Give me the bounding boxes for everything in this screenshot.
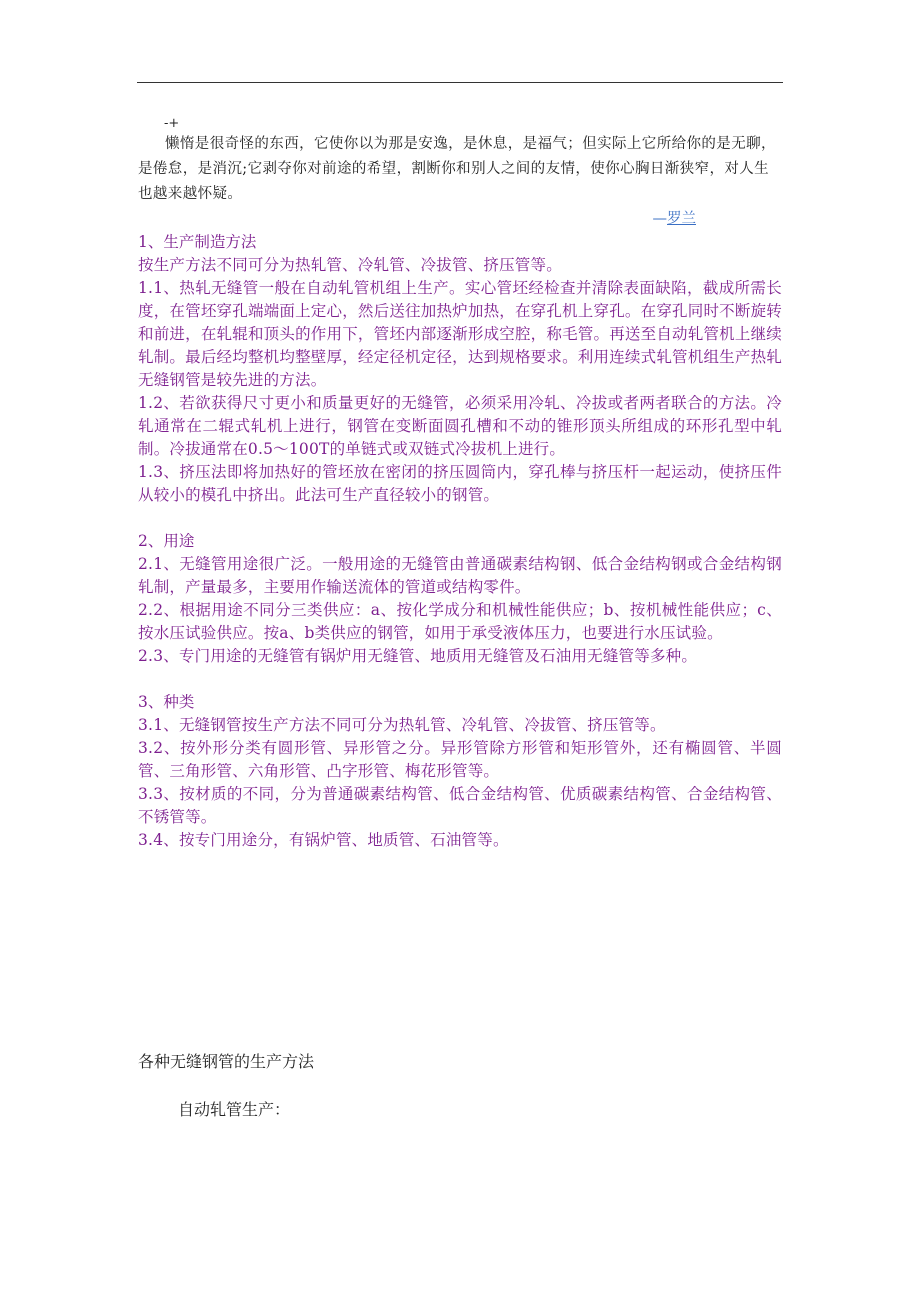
section-paragraph: 3.2、按外形分类有圆形管、异形管之分。异形管除方形管和矩形管外，还有椭圆管、半圆管、三角形管、六角形管、凸字形管、梅花形管等。 [138, 739, 782, 780]
bottom-subtitle: 自动轧管生产： [178, 1100, 291, 1119]
section-paragraph: 1.3、挤压法即将加热好的管坯放在密闭的挤压圆筒内，穿孔棒与挤压杆一起运动，使挤压件从较小的模孔中挤出。此法可生产直径较小的钢管。 [138, 463, 782, 504]
section-paragraph: 3.4、按专门用途分，有锅炉管、地质管、石油管等。 [138, 831, 509, 849]
header-rule [137, 82, 783, 83]
spacer [138, 668, 782, 691]
section-1 [138, 231, 782, 507]
section-paragraph: 3.1、无缝钢管按生产方法不同可分为热轧管、冷轧管、冷拔管、挤压管等。 [138, 716, 666, 734]
quote-author-link[interactable]: 罗兰 [667, 211, 696, 227]
bottom-title: 各种无缝钢管的生产方法 [138, 1052, 315, 1071]
section-paragraph: 2.2、根据用途不同分三类供应：a、按化学成分和机械性能供应；b、按机械性能供应；c、按水压试验供应。按a、b类供应的钢管，如用于承受液体压力，也要进行水压试验。 [138, 601, 782, 642]
section-paragraph: 按生产方法不同可分为热轧管、冷轧管、冷拔管、挤压管等。 [138, 256, 562, 274]
section-2 [138, 530, 782, 668]
quote-text: 懒惰是很奇怪的东西，它使你以为那是安逸，是休息，是福气；但实际上它所给你的是无聊，是倦怠，是消沉;它剥夺你对前途的希望，割断你和别人之间的友情，使你心胸日渐狭窄，对人生也越来越怀疑。 [138, 136, 776, 202]
spacer [138, 507, 782, 530]
section-paragraph: 1.2、若欲获得尺寸更小和质量更好的无缝管，必须采用冷轧、冷拔或者两者联合的方法。冷轧通常在二辊式轧机上进行，钢管在变断面圆孔槽和不动的锥形顶头所组成的环形孔型中轧制。冷拔通常在0.5～100T的单链式或双链式冷拔机上进行。 [138, 394, 782, 458]
section-paragraph: 1.1、热轧无缝管一般在自动轧管机组上生产。实心管坯经检查并清除表面缺陷，截成所需长度，在管坯穿孔端端面上定心，然后送往加热炉加热，在穿孔机上穿孔。在穿孔同时不断旋转和前进，在轧辊和顶头的作用下，管坯内部逐渐形成空腔，称毛管。再送至自动轧管机上继续轧制。最后经均整机均整壁厚，经定径机定径，达到规格要求。利用连续式轧管机组生产热轧无缝钢管是较先进的方法。 [138, 279, 782, 389]
page-marker: -+ [164, 116, 180, 131]
section-heading: 3、种类 [138, 693, 195, 711]
quote-author-line [138, 207, 782, 231]
section-paragraph: 2.3、专门用途的无缝管有锅炉用无缝管、地质用无缝管及石油用无缝管等多种。 [138, 647, 698, 665]
section-paragraph: 2.1、无缝管用途很广泛。一般用途的无缝管由普通碳素结构钢、低合金结构钢或合金结构钢轧制，产量最多，主要用作输送流体的管道或结构零件。 [138, 555, 782, 596]
section-heading: 2、用途 [138, 532, 195, 550]
section-paragraph: 3.3、按材质的不同，分为普通碳素结构管、低合金结构管、优质碳素结构管、合金结构管、不锈管等。 [138, 785, 782, 826]
document-body [138, 116, 782, 852]
section-heading: 1、生产制造方法 [138, 233, 257, 251]
section-3 [138, 691, 782, 852]
quote-dash: — [652, 211, 667, 227]
